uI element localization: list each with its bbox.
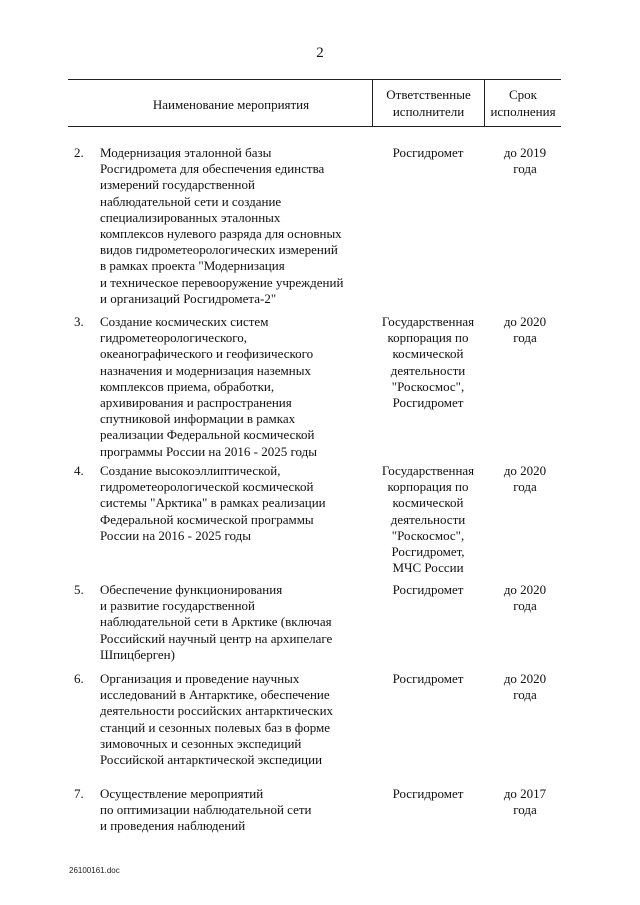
row-deadline: до 2019 года: [503, 145, 547, 177]
row-number: 3.: [74, 314, 84, 329]
row-executors: Росгидромет: [392, 786, 464, 801]
row-deadline: до 2020 года: [503, 314, 547, 346]
header-name: Наименование мероприятия: [152, 97, 310, 112]
table-header-rule: [68, 126, 561, 127]
row-name: Осуществление мероприятий по оптимизации наблюдательной сети и проведения наблюдений: [100, 786, 312, 834]
row-executors: Росгидромет: [392, 671, 464, 686]
row-executors: Росгидромет: [392, 582, 464, 597]
row-name: Организация и проведение научных исследований в Антарктике, обеспечение деятельности российских антарктических станций и сезонных полевых баз в форме зимовочных и сезонных экспедиций Российской антарктической экспедиции: [100, 671, 334, 768]
document-filename: 26100161.doc: [69, 866, 120, 875]
row-number: 4.: [74, 463, 84, 478]
row-executors: Государственная корпорация по космической деятельности "Роскосмос", Росгидромет: [381, 314, 475, 411]
row-name: Создание высокоэллиптической, гидрометеорологической космической системы "Арктика" в рамках реализации Федеральной космической программы России на 2016 - 2025 годы: [100, 463, 326, 543]
row-number: 6.: [74, 671, 84, 686]
row-name: Модернизация эталонной базы Росгидромета для обеспечения единства измерений государственной наблюдательной сети и создание специализированных эталонных комплексов нулевого разряда для основных видов гидрометеорологических измерений в рамках проекта "Модернизация и техническое перевооружение учреждений и организаций Росгидромета-2": [100, 145, 344, 306]
row-executors: Росгидромет: [392, 145, 464, 160]
row-number: 7.: [74, 786, 84, 801]
header-executors: Ответственные исполнители: [386, 87, 471, 119]
row-name: Создание космических систем гидрометеорологического, океанографического и геофизического назначения и модернизация наземных комплексов приема, обработки, архивирования и распространения спутниковой информации в рамках реализации Федеральной космической программы России на 2016 - 2025 годы: [100, 314, 317, 459]
page-number: 2: [316, 45, 324, 61]
header-deadline: Срок исполнения: [490, 87, 556, 119]
row-deadline: до 2020 года: [503, 582, 547, 614]
row-deadline: до 2017 года: [503, 786, 547, 818]
table-top-rule: [68, 79, 561, 80]
row-deadline: до 2020 года: [503, 671, 547, 703]
row-executors: Государственная корпорация по космической деятельности "Роскосмос", Росгидромет, МЧС России: [381, 463, 475, 576]
row-number: 2.: [74, 145, 84, 160]
row-deadline: до 2020 года: [503, 463, 547, 495]
row-name: Обеспечение функционирования и развитие государственной наблюдательной сети в Арктике (включая Российский научный центр на архипелаге Шпицберген): [100, 582, 333, 662]
row-number: 5.: [74, 582, 84, 597]
